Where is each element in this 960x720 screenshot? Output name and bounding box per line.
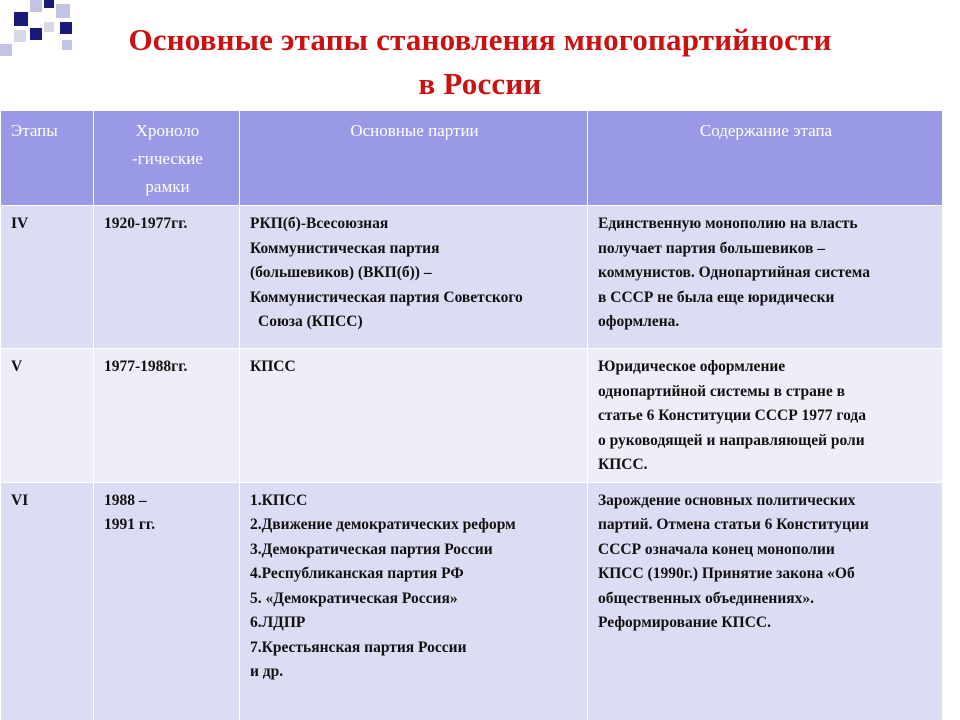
header-chronology-line: -гические	[132, 149, 203, 168]
stage-cell: VI	[1, 482, 94, 720]
parties-cell	[240, 206, 588, 349]
page-title	[40, 18, 920, 106]
content-line: статье 6 Конституции СССР 1977 года	[598, 407, 866, 424]
content-line: Зарождение основных политических	[598, 491, 856, 509]
parties-cell	[240, 349, 588, 483]
table-row	[1, 482, 943, 720]
content-line: партий. Отмена статьи 6 Конституции	[598, 516, 869, 533]
content-cell	[588, 482, 943, 720]
header-stages: Этапы	[1, 111, 94, 206]
party-line: 6.ЛДПР	[250, 614, 306, 631]
decor-square	[0, 44, 12, 56]
header-chronology	[94, 111, 240, 206]
content-line: КПСС.	[598, 456, 648, 473]
stages-table	[0, 110, 943, 720]
period-line: 1988 –	[104, 491, 147, 509]
party-line: 5. «Демократическая Россия»	[250, 589, 458, 607]
title-line-1: Основные этапы становления многопартийности	[128, 22, 832, 57]
content-line: однопартийной системы в стране в	[598, 382, 845, 400]
content-line: Юридическое оформление	[598, 358, 786, 375]
party-line: 2.Движение демократических реформ	[250, 516, 516, 533]
party-line: и др.	[250, 663, 284, 680]
header-chronology-line: Хроноло	[135, 121, 200, 140]
content-line: в СССР не была еще юридически	[598, 288, 835, 306]
decor-square	[14, 12, 28, 26]
content-line: получает партия большевиков –	[598, 239, 826, 257]
decor-square	[30, 0, 42, 12]
party-line: Союза (КПСС)	[258, 313, 363, 330]
period-cell	[94, 349, 240, 483]
header-parties: Основные партии	[240, 111, 588, 206]
party-line: 3.Демократическая партия России	[250, 540, 493, 558]
party-line: 4.Республиканская партия РФ	[250, 565, 464, 582]
decor-square	[44, 0, 54, 8]
table-row	[1, 349, 943, 483]
period-cell	[94, 482, 240, 720]
content-line: оформлена.	[598, 313, 680, 330]
header-chronology-line: рамки	[145, 177, 190, 196]
party-line: Коммунистическая партия Советского	[250, 288, 523, 306]
period-cell	[94, 206, 240, 349]
stage-cell: V	[1, 349, 94, 483]
content-line: СССР означала конец монополии	[598, 540, 835, 558]
period-line: 1920-1977гг.	[104, 215, 188, 232]
content-line: общественных объединениях».	[598, 589, 815, 607]
decor-square	[56, 4, 70, 18]
header-content: Содержание этапа	[588, 111, 943, 206]
party-line: (большевиков) (ВКП(б)) –	[250, 264, 432, 281]
content-cell	[588, 349, 943, 483]
period-line: 1991 гг.	[104, 516, 156, 533]
content-line: о руководящей и направляющей роли	[598, 431, 865, 449]
content-line: Реформирование КПСС.	[598, 614, 771, 631]
content-cell	[588, 206, 943, 349]
decor-square	[14, 30, 26, 42]
party-line: 7.Крестьянская партия России	[250, 638, 467, 656]
party-line: Коммунистическая партия	[250, 239, 440, 257]
title-line-2: в России	[418, 66, 542, 101]
table-header-row	[1, 111, 943, 206]
table-row	[1, 206, 943, 349]
content-line: КПСС (1990г.) Принятие закона «Об	[598, 565, 855, 582]
party-line: РКП(б)-Всесоюзная	[250, 215, 389, 232]
content-line: коммунистов. Однопартийная система	[598, 264, 870, 281]
stage-cell: IV	[1, 206, 94, 349]
parties-cell	[240, 482, 588, 720]
content-line: Единственную монополию на власть	[598, 215, 858, 232]
party-line: 1.КПСС	[250, 491, 308, 509]
period-line: 1977-1988гг.	[104, 358, 188, 375]
party-line: КПСС	[250, 358, 296, 375]
